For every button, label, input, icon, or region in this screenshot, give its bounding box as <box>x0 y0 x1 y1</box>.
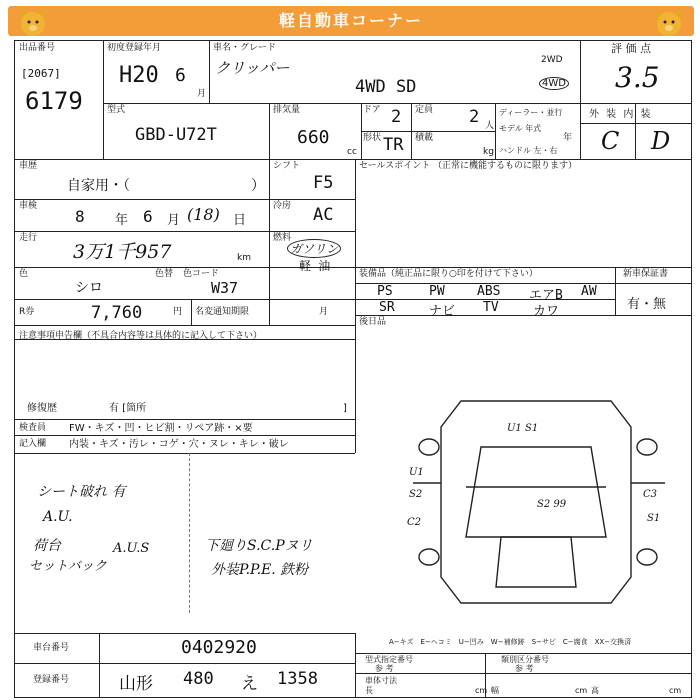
year-suffix: 年 <box>563 133 573 143</box>
history-close: ） <box>251 178 265 194</box>
note-line: A.U. <box>43 509 73 525</box>
color-no-label: 色替 <box>155 269 174 279</box>
shape: TR <box>383 135 404 155</box>
dealer-label: ディーラー・並行 <box>499 108 563 117</box>
load-unit: kg <box>483 147 494 157</box>
note-line: 下廻りS.C.Pヌリ <box>205 538 313 554</box>
inspection-year-suffix: 年 <box>115 213 129 228</box>
cc-unit: cc <box>347 147 357 157</box>
new-warranty-label: 新車保証書 <box>623 269 669 279</box>
bear-mascot-icon <box>16 8 50 38</box>
score-label: 評 価 点 <box>611 42 651 55</box>
equip-navi: ナビ <box>429 304 456 319</box>
diagram-mark: S2 <box>409 489 423 500</box>
recycle-label: R券 <box>19 307 35 317</box>
equip-airbag: エアB <box>529 288 563 303</box>
mileage-label: 走行 <box>19 233 38 243</box>
note-line: 外装P.P.E. 鉄粉 <box>211 562 309 578</box>
mileage-unit: km <box>237 253 251 263</box>
diagram-mark: S1 <box>647 513 661 524</box>
int-grade: D <box>651 127 671 155</box>
plate-number: 1358 <box>277 669 318 689</box>
entry-row: 内装・キズ・汚レ・コゲ・穴・ヌレ・キレ・破レ <box>69 439 289 450</box>
lot-number: 6179 <box>25 87 83 115</box>
diagram-legend: A−キズ E−ヘコミ U−凹み W−補修跡 S−サビ C−腐食 XX−交換済 <box>389 638 632 646</box>
auction-sheet <box>14 40 692 698</box>
equip-label: 装備品（純正品に限り○印を付けて下さい） <box>359 269 538 279</box>
type-code: GBD-U72T <box>135 125 217 145</box>
capacity-label: 定員 <box>415 105 434 115</box>
grade: 4WD SD <box>355 77 417 97</box>
equip-pw: PW <box>429 284 445 299</box>
entry-label: 記入欄 <box>19 439 47 449</box>
fuel-gas: ガソリン <box>287 239 341 258</box>
chassis-value: 0402920 <box>181 637 257 658</box>
score: 3.5 <box>615 61 660 94</box>
note-line: A.U.S <box>113 541 150 556</box>
ext-grade: C <box>601 127 620 155</box>
capacity-unit: 人 <box>485 121 495 131</box>
shape-label: 形状 <box>363 133 382 143</box>
repair-close: ] <box>343 403 347 414</box>
cm-unit: cm <box>575 686 588 695</box>
equip-tv: TV <box>483 300 499 315</box>
recycle-value: 7,760 <box>91 303 143 323</box>
doors-label: ドア <box>363 105 381 115</box>
ref-label: 参 考 <box>515 664 534 673</box>
plate-pref: 山形 <box>119 674 153 694</box>
fuel-diesel: 軽 油 <box>299 259 331 273</box>
model-year-label: モデル 年式 <box>499 124 542 133</box>
inspector-row: FW・キズ・凹・ヒビ割・リペア跡・×要 <box>69 423 253 434</box>
header-bar <box>8 6 694 36</box>
model-name: クリッパー <box>215 59 290 77</box>
height-unit: 高 <box>591 686 599 695</box>
inspection-day-suffix: 日 <box>233 213 247 228</box>
ac-value: AC <box>313 205 334 225</box>
note-line: シート破れ 有 <box>37 484 126 500</box>
color-label: 色 <box>19 269 29 279</box>
lot-code: [2067] <box>21 67 61 80</box>
history-label: 車歴 <box>19 161 38 171</box>
equip-sr: SR <box>379 300 395 315</box>
equip-leather: カワ <box>533 304 560 319</box>
diagram-mark: U1 <box>409 467 424 478</box>
length-unit: 長 <box>365 686 373 695</box>
diagram-mark: S2 99 <box>537 499 567 510</box>
recycle-unit: 円 <box>173 307 183 317</box>
color-code-label: 色コード <box>183 269 220 279</box>
notice-label: 名変通知期限 <box>195 307 250 317</box>
equip-ps: PS <box>377 284 393 299</box>
plate-label: 登録番号 <box>33 675 70 685</box>
mileage-value: 3万1千957 <box>73 241 172 263</box>
load-label: 積載 <box>415 133 434 143</box>
diagram-mark: U1 S1 <box>507 423 539 434</box>
color-code: W37 <box>211 279 239 297</box>
inspection-month-suffix: 月 <box>167 213 181 228</box>
equip-aw: AW <box>581 284 597 299</box>
reg-era-year: H20 <box>119 63 159 88</box>
color-value: シロ <box>75 280 103 296</box>
ac-label: 冷房 <box>273 201 292 211</box>
cm-unit: cm <box>669 686 682 695</box>
inspection-year: 8 <box>75 207 85 226</box>
note-line: 荷台 <box>33 538 61 554</box>
diagram-mark: C3 <box>643 489 658 500</box>
ext-int-label: 外 装 内 装 <box>589 109 653 120</box>
notes-label: 注意事項申告欄（不具合内容等は具体的に記入して下さい） <box>19 331 263 341</box>
width-unit: 幅 <box>491 686 499 695</box>
drive-4wd: 4WD <box>539 77 569 90</box>
car-damage-diagram <box>407 387 667 617</box>
cc-value: 660 <box>297 127 330 148</box>
dims-label: 車体寸法 <box>365 676 397 685</box>
model-label: 車名・グレード <box>213 43 277 53</box>
type-designation-label: 型式指定番号 <box>365 655 413 664</box>
inspection-day: (18) <box>187 205 220 224</box>
history-value: 自家用・（ <box>67 178 130 194</box>
inspector-label: 検査員 <box>19 423 47 433</box>
note-line: セットバック <box>29 559 107 574</box>
class-number-label: 類別区分番号 <box>501 655 549 664</box>
capacity: 2 <box>469 107 480 127</box>
drive-2wd: 2WD <box>541 55 563 65</box>
plate-class: 480 <box>183 669 214 689</box>
reg-month: 6 <box>175 65 186 86</box>
repair-label: 修復歴 <box>27 403 57 414</box>
cc-label: 排気量 <box>273 105 301 115</box>
notice-month: 月 <box>319 307 329 317</box>
cm-unit: cm <box>475 686 488 695</box>
page-title: 軽自動車コーナー <box>278 11 423 30</box>
fuel-label: 燃料 <box>273 233 292 243</box>
after-label: 後日品 <box>359 317 387 327</box>
handle-label: ハンドル 左・右 <box>499 146 558 155</box>
inspection-label: 車検 <box>19 201 38 211</box>
doors: 2 <box>391 107 402 127</box>
inspection-month: 6 <box>143 207 153 226</box>
reg-month-suffix: 月 <box>197 89 207 99</box>
plate-kana: え <box>241 674 258 694</box>
lot-label: 出品番号 <box>19 43 56 53</box>
warranty-value: 有・無 <box>627 297 667 312</box>
shift-label: シフト <box>273 161 301 171</box>
ref-label: 参 考 <box>375 664 394 673</box>
diagram-mark: C2 <box>407 517 422 528</box>
repair-value: 有 [箇所 <box>109 403 147 414</box>
shift-value: F5 <box>313 173 334 193</box>
type-label: 型式 <box>107 105 126 115</box>
chassis-label: 車台番号 <box>33 643 70 653</box>
bear-mascot-icon <box>652 8 686 38</box>
sales-label: セールスポイント （正常に機能するものに限ります） <box>359 161 578 171</box>
equip-abs: ABS <box>477 284 501 299</box>
reg-label: 初度登録年月 <box>107 43 162 53</box>
